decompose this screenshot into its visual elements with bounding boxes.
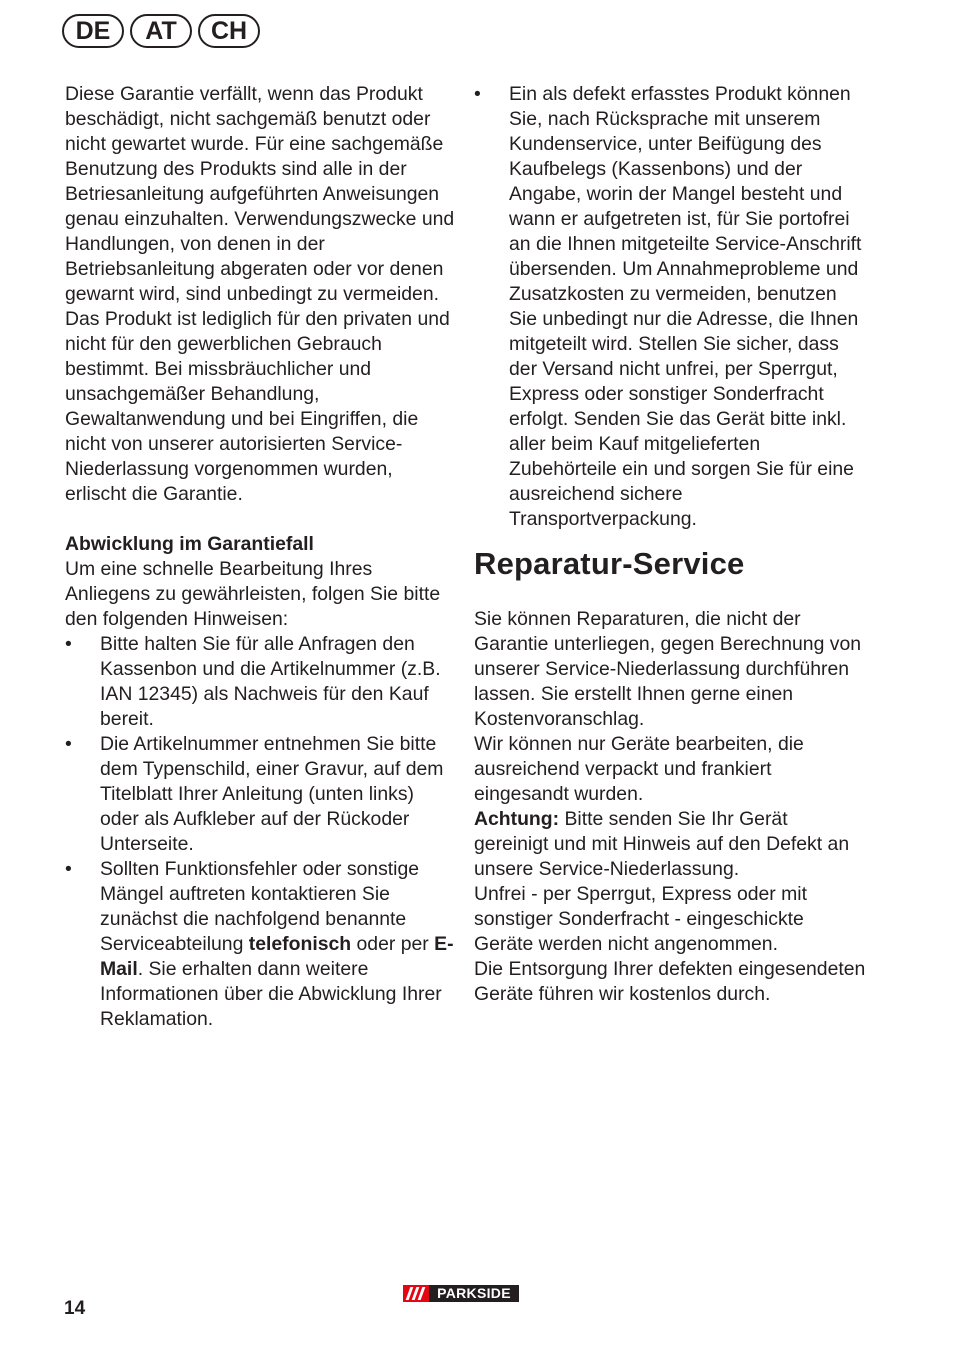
list-item-text: Die Artikelnummer entnehmen Sie bitte dem Typenschild, einer Gravur, auf dem Titelblatt Ihrer Anleitung (unten links) oder als Aufkleber auf der Rückoder Unterseite.: [100, 733, 444, 855]
bullet-icon: •: [474, 83, 481, 105]
list-item: [65, 857, 455, 1032]
attention-label: Achtung:: [474, 808, 560, 830]
page-number: 14: [64, 1298, 86, 1319]
warranty-paragraph: Diese Garantie verfällt, wenn das Produkt beschädigt, nicht sachgemäß benutzt oder nicht gewartet wurde. Für eine sachgemäße Benutzung des Produkts sind alle in der Betriesanleitung aufgeführten Anweisungen genau einzuhalten. Verwendungszwecke und Handlungen, von denen in der Betriebsanleitung abgeraten oder vor denen gewarnt wird, sind unbedingt zu vermeiden. Das Produkt ist lediglich für den privaten und nicht für den gewerblichen Gebrauch bestimmt. Bei missbräuchlicher und unsachgemäßer Behandlung, Gewaltanwendung und bei Eingriffen, die nicht von unserer autorisierten Service-Niederlassung vorgenommen wurden, erlischt die Garantie.: [65, 83, 455, 505]
country-badges: [62, 14, 260, 48]
packaging-paragraph: Wir können nur Geräte bearbeiten, die ausreichend verpackt und frankiert eingesandt wurden.: [474, 733, 804, 805]
email-emphasis: E-Mail: [100, 933, 454, 980]
lead-paragraph: Um eine schnelle Bearbeitung Ihres Anliegens zu gewährleisten, folgen Sie bitte den folgenden Hinweisen:: [65, 558, 441, 630]
country-badge-at: AT: [130, 14, 192, 48]
logo-stripes-icon: [403, 1285, 429, 1302]
attention-paragraph: Achtung: Bitte senden Sie Ihr Gerät gereinigt und mit Hinweis auf den Defekt an unsere Service-Niederlassung.: [474, 808, 850, 880]
phone-emphasis: telefonisch: [248, 933, 352, 955]
list-item-text: Sollten Funktionsfehler oder sonstige Mängel auftreten kontaktieren Sie zunächst die nachfolgend benannte Serviceabteilung telefonisch oder per E-Mail. Sie erhalten dann weitere Informationen über die Abwicklung Ihrer Reklamation.: [100, 858, 454, 1030]
section-subheading: Abwicklung im Garantiefall: [65, 533, 314, 555]
list-item: [65, 732, 455, 857]
left-column: [65, 82, 455, 1032]
bullet-icon: •: [65, 633, 72, 655]
list-item-text: Ein als defekt erfasstes Produkt können Sie, nach Rücksprache mit unserem Kundenservice, unter Beifügung des Kaufbelegs (Kassenbons) und der Angabe, worin der Mangel besteht und wann er aufgetreten ist, für Sie portofrei an die Ihnen mitgeteilte Service-Anschrift übersenden. Um Annahmeprobleme und Zusatzkosten zu vermeiden, benutzen Sie unbedingt nur die Adresse, die Ihnen mitgeteilt wird. Stellen Sie sicher, dass der Versand nicht unfrei, per Sperrgut, Express oder sonstiger Sonderfracht erfolgt. Senden Sie das Gerät bitte inkl. aller beim Kauf mitgelieferten Zubehörteile ein und sorgen Sie für eine ausreichend sichere Transportverpackung.: [509, 83, 862, 530]
section-heading: Reparatur-Service: [474, 546, 745, 581]
country-badge-ch: CH: [198, 14, 260, 48]
list-item: [474, 82, 866, 532]
instructions-list: [65, 632, 455, 1032]
bullet-icon: •: [65, 858, 72, 880]
bullet-icon: •: [65, 733, 72, 755]
freight-paragraph: Unfrei - per Sperrgut, Express oder mit sonstiger Sonderfracht - eingeschickte Geräte werden nicht angenommen.: [474, 883, 807, 955]
disposal-paragraph: Die Entsorgung Ihrer defekten eingesendeten Geräte führen wir kostenlos durch.: [474, 958, 866, 1005]
country-badge-de: DE: [62, 14, 124, 48]
logo-wordmark: PARKSIDE: [429, 1285, 519, 1302]
parkside-logo: [403, 1285, 519, 1302]
list-item: [65, 632, 455, 732]
list-item-text: Bitte halten Sie für alle Anfragen den Kassenbon und die Artikelnummer (z.B. IAN 12345) als Nachweis für den Kauf bereit.: [100, 633, 441, 730]
repair-paragraph: Sie können Reparaturen, die nicht der Garantie unterliegen, gegen Berechnung von unserer Service-Niederlassung durchführen lassen. Sie erstellt Ihnen gerne einen Kostenvoranschlag.: [474, 608, 862, 730]
right-column: [474, 82, 866, 1007]
shipping-list: [474, 82, 866, 532]
